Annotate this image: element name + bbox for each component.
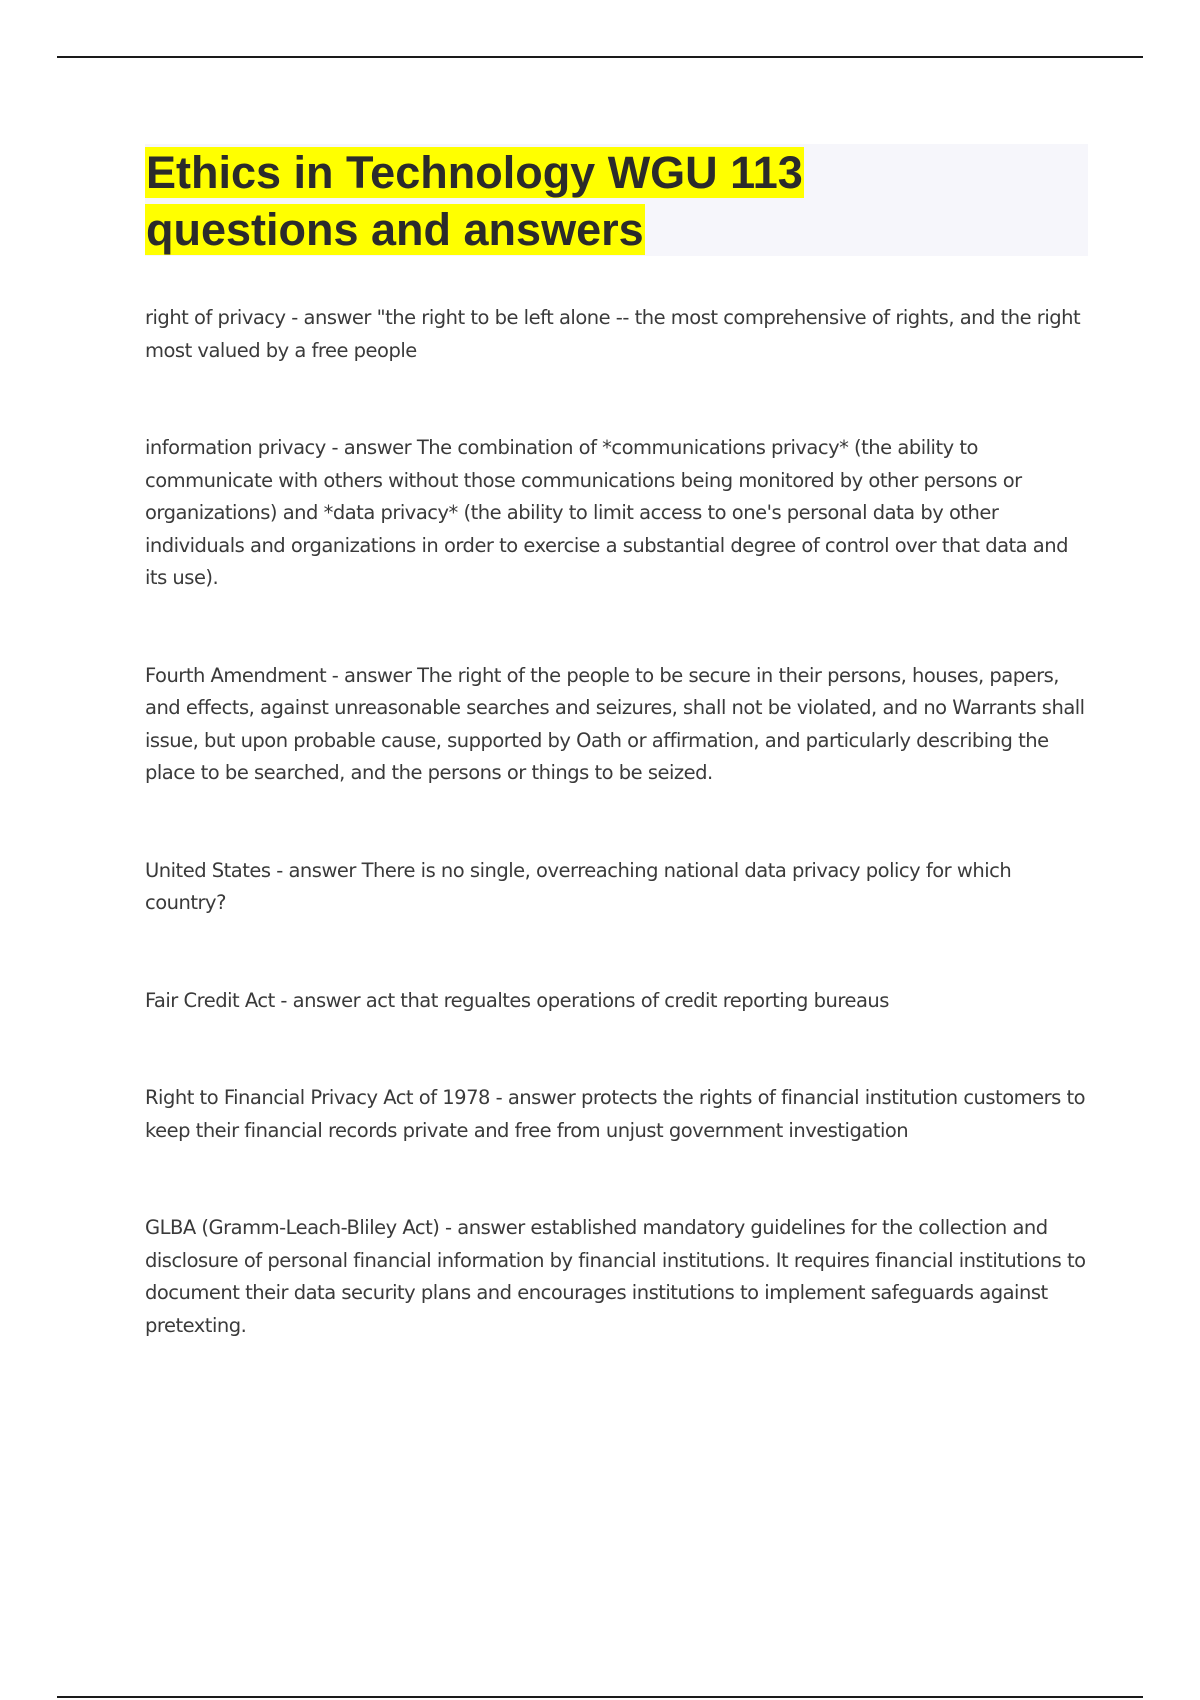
qa-term: GLBA (Gramm-Leach-Bliley Act)	[145, 1216, 440, 1239]
qa-answer: There is no single, overreaching national data privacy policy for which country?	[145, 858, 1012, 914]
qa-separator: - answer	[285, 306, 377, 329]
document-title	[145, 144, 865, 258]
qa-separator: - answer	[325, 436, 417, 459]
title-highlight: Ethics in Technology WGU 113 questions and answers	[146, 147, 803, 255]
qa-answer: The right of the people to be secure in their persons, houses, papers, and effects, against unreasonable searches and seizures, shall not be violated, and no Warrants shall issue, but upon probable cause, supported by Oath or affirmation, and particularly describing the place to be searched, and the persons or things to be seized.	[145, 663, 1085, 784]
qa-term: right of privacy	[145, 306, 286, 329]
qa-term: Fourth Amendment	[145, 663, 327, 687]
qa-item	[145, 1212, 1090, 1342]
qa-term: United States	[145, 858, 271, 882]
qa-term: Right to Financial Privacy Act of 1978	[145, 1086, 490, 1109]
qa-item	[145, 1082, 1090, 1147]
qa-list	[145, 302, 1090, 1407]
qa-answer: protects the rights of financial institution customers to keep their financial records private and free from unjust government investigation	[145, 1086, 1086, 1142]
qa-separator: - answer	[326, 663, 418, 687]
qa-item	[145, 660, 1090, 790]
title-block	[145, 144, 1088, 256]
qa-item	[145, 302, 1090, 367]
qa-item	[145, 855, 1090, 920]
qa-item	[145, 985, 1090, 1018]
qa-separator: - answer	[439, 1216, 531, 1239]
qa-item	[145, 432, 1090, 595]
qa-term: Fair Credit Act	[145, 988, 275, 1012]
qa-answer: act that regualtes operations of credit reporting bureaus	[365, 988, 889, 1012]
bottom-rule	[57, 1696, 1143, 1698]
qa-answer: The combination of *communications privacy* (the ability to communicate with others without those communications being monitored by other persons or organizations) and *data privacy* (the ability to limit access to one's personal data by other individuals and organizations in order to exercise a substantial degree of control over that data and its use).	[145, 436, 1068, 589]
qa-term: information privacy	[145, 436, 326, 459]
qa-answer: established mandatory guidelines for the collection and disclosure of personal financial information by financial institutions. It requires financial institutions to document their data security plans and encourages institutions to implement safeguards against pretexting.	[145, 1216, 1086, 1337]
qa-answer: "the right to be left alone -- the most comprehensive of rights, and the right most valued by a free people	[145, 306, 1081, 362]
qa-separator: - answer	[489, 1086, 581, 1109]
top-rule	[57, 56, 1143, 58]
qa-separator: - answer	[274, 988, 366, 1012]
qa-separator: - answer	[270, 858, 362, 882]
